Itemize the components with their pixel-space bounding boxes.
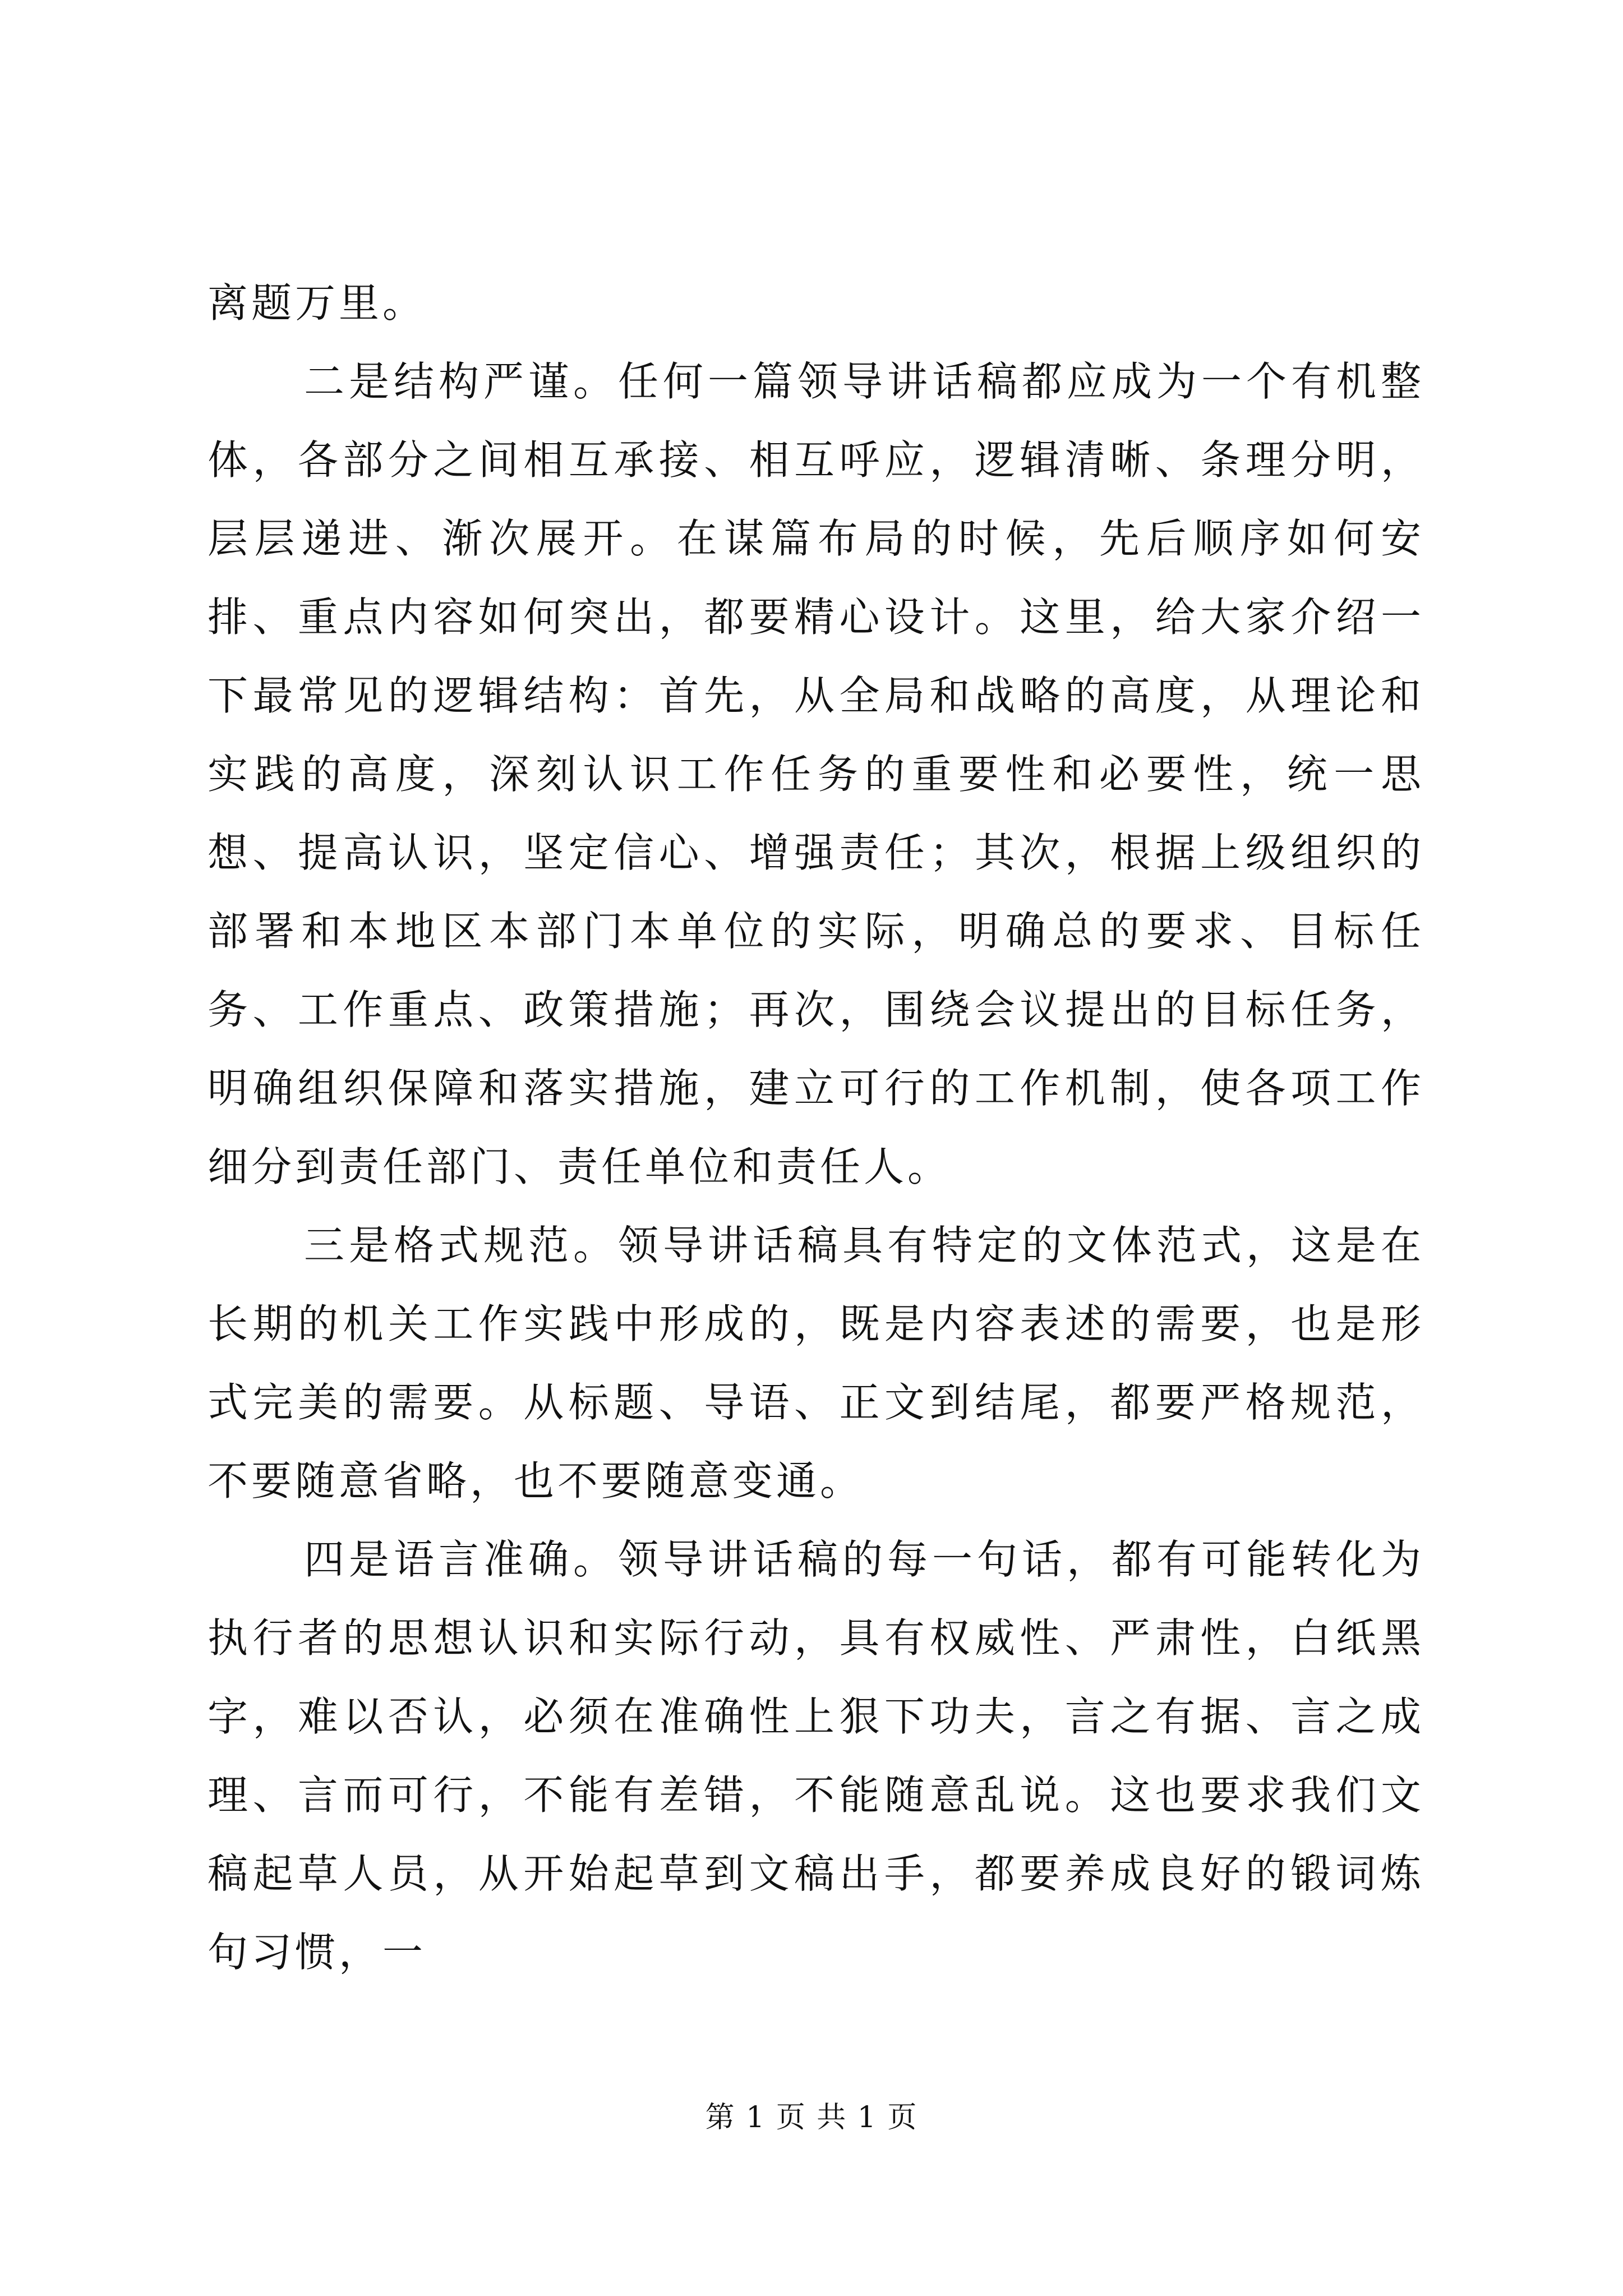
paragraph-language: 四是语言准确。领导讲话稿的每一句话，都有可能转化为执行者的思想认识和实际行动，具有权威性、严肃性，白纸黑字，难以否认，必须在准确性上狠下功夫，言之有据、言之成理、言而可行，不能有差错，不能随意乱说。这也要求我们文稿起草人员，从开始起草到文稿出手，都要养成良好的锻词炼句习惯，一 bbox=[208, 1536, 1424, 1976]
document-body bbox=[208, 264, 1424, 1991]
page-footer: 第 1 页 共 1 页 bbox=[705, 2101, 918, 2134]
paragraph-continuation: 离题万里。 bbox=[208, 279, 427, 326]
paragraph-format: 三是格式规范。领导讲话稿具有特定的文体范式，这是在长期的机关工作实践中形成的，既是内容表述的需要，也是形式完美的需要。从标题、导语、正文到结尾，都要严格规范，不要随意省略，也不要随意变通。 bbox=[208, 1222, 1424, 1504]
paragraph-structure: 二是结构严谨。任何一篇领导讲话稿都应成为一个有机整体，各部分之间相互承接、相互呼应，逻辑清晰、条理分明，层层递进、渐次展开。在谋篇布局的时候，先后顺序如何安排、重点内容如何突出，都要精心设计。这里，给大家介绍一下最常见的逻辑结构：首先，从全局和战略的高度，从理论和实践的高度，深刻认识工作任务的重要性和必要性，统一思想、提高认识，坚定信心、增强责任；其次，根据上级组织的部署和本地区本部门本单位的实际，明确总的要求、目标任务、工作重点、政策措施；再次，围绕会议提出的目标任务，明确组织保障和落实措施，建立可行的工作机制，使各项工作细分到责任部门、责任单位和责任人。 bbox=[208, 358, 1424, 1190]
